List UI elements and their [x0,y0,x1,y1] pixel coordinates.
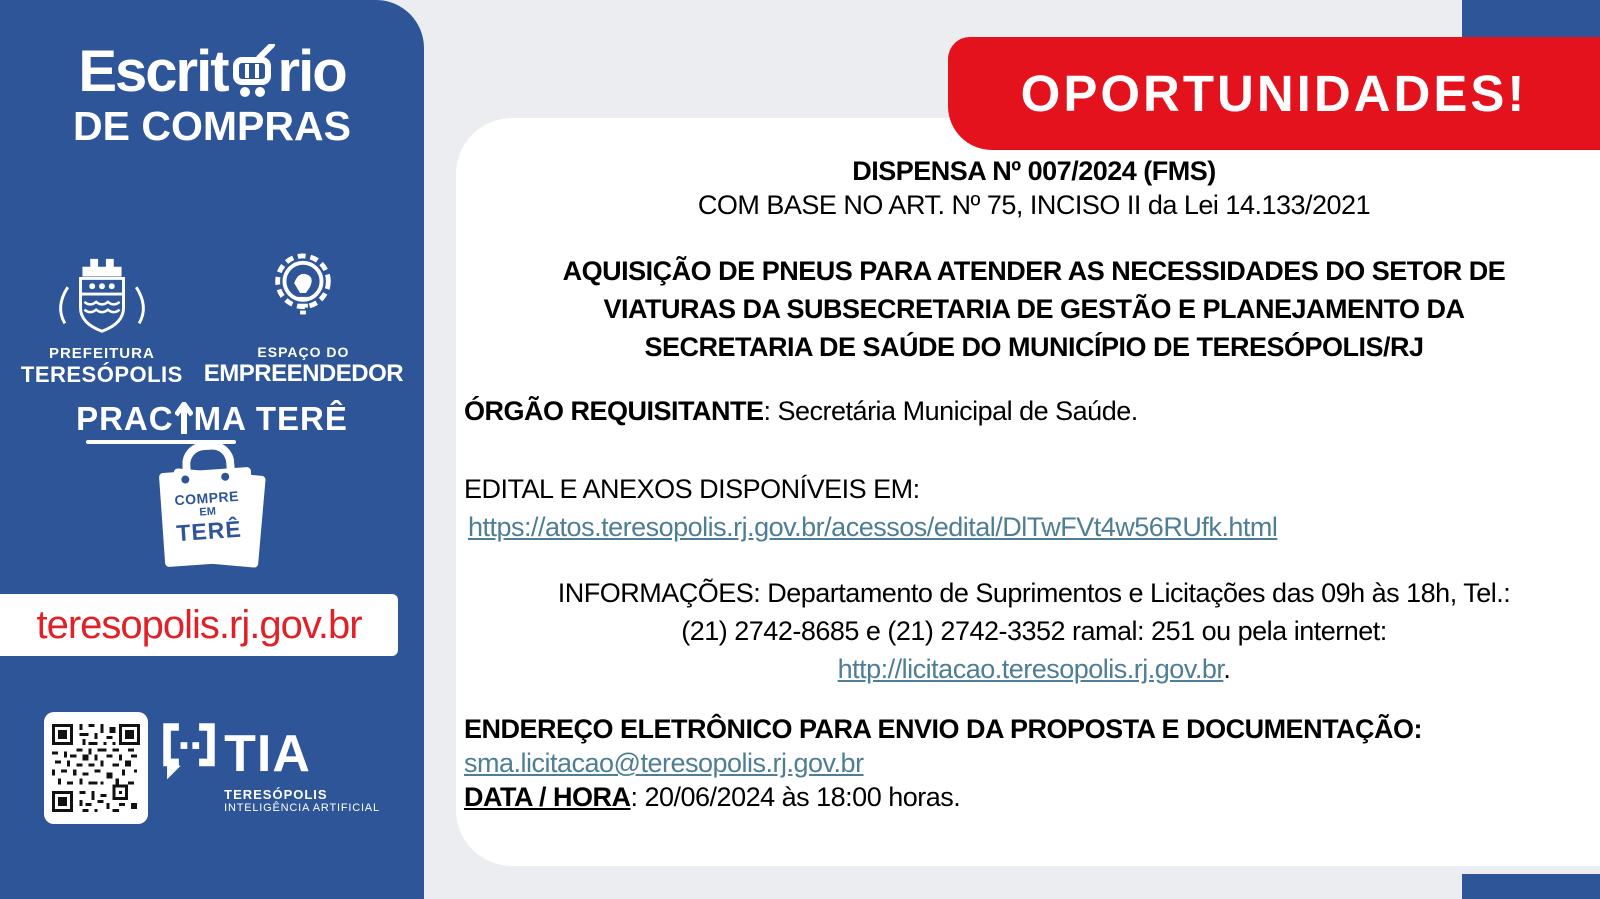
qr-code [44,712,148,824]
sidebar [0,0,424,899]
info-link-suffix: . [1223,654,1231,684]
pra-cima-tere-logo [0,400,424,438]
orgao-value: : Secretária Municipal de Saúde. [763,396,1138,426]
tia-sub-1: TERESÓPOLIS [224,786,328,802]
info-line-1: INFORMAÇÕES: Departamento de Suprimentos e Licitações das 09h às 18h, Tel.: [557,578,1511,608]
orgao-label: ÓRGÃO REQUISITANTE [464,396,764,426]
endereco-block [456,712,1600,814]
edital-label: EDITAL E ANEXOS DISPONÍVEIS EM: [464,474,920,504]
shopping-bag-icon [159,467,257,567]
empreendedor-caption-2: EMPREENDEDOR [203,360,404,387]
partner-logos-row [0,248,424,388]
tia-chat-face-icon [162,723,216,785]
dispensa-header [456,154,1600,222]
proposta-email-link[interactable]: sma.licitacao@teresopolis.rj.gov.br [464,748,864,778]
brand-text-2: rio [277,39,346,104]
datahora-value: : 20/06/2024 às 18:00 horas. [630,782,961,812]
info-line-2: (21) 2742-8685 e (21) 2742-3352 ramal: 251 ou pela internet: [681,616,1387,646]
empreendedor-caption-1: ESPAÇO DO [257,344,350,360]
object-paragraph [456,252,1600,366]
endereco-label: ENDEREÇO ELETRÔNICO PARA ENVIO DA PROPOSTA E DOCUMENTAÇÃO: [464,714,1423,744]
shopping-cart-icon [231,44,275,100]
escritorio-de-compras-logo [0,39,424,149]
website-banner [0,594,398,656]
website-url: teresopolis.rj.gov.br [36,602,362,647]
brand-compras: COMPRAS [141,103,351,149]
pracima-text-1: PRAC [76,400,174,437]
object-line-2: VIATURAS DA SUBSECRETARIA DE GESTÃO E PLANEJAMENTO DA [603,294,1465,324]
object-line-1: AQUISIÇÃO DE PNEUS PARA ATENDER AS NECESSIDADES DO SETOR DE [562,256,1506,286]
tia-logo [162,723,380,814]
espaco-do-empreendedor-logo [204,248,403,388]
oportunidades-text: OPORTUNIDADES! [1020,65,1528,122]
content-panel [456,118,1600,866]
tia-sub-2: INTELIGÊNCIA ARTIFICIAL [224,801,380,814]
up-arrow-icon [175,402,193,436]
edital-block [456,470,1600,546]
brand-subtitle [0,104,424,148]
prefeitura-caption-2: TERESÓPOLIS [20,362,183,387]
bag-text-2: EM [198,504,217,519]
tia-name: TIA [224,724,311,783]
brand-text-1: Escrit [78,39,228,104]
brand-de: DE [73,103,130,149]
compre-em-tere-logo [162,462,262,567]
datahora-label: DATA / HORA [464,782,631,812]
pracima-text-2: MA TERÊ [193,400,348,437]
oportunidades-banner [948,37,1600,150]
dispensa-title: DISPENSA Nº 007/2024 (FMS) [852,156,1216,186]
bag-text-3: TERÊ [175,515,243,546]
corner-accent-top [1462,0,1600,37]
bag-text-1: COMPRE [173,487,240,508]
info-line-3 [462,650,1600,688]
gear-lightbulb-icon [204,248,403,338]
object-line-3: SECRETARIA DE SAÚDE DO MUNICÍPIO DE TERESÓPOLIS/RJ [644,332,1424,362]
edital-link[interactable]: https://atos.teresopolis.rj.gov.br/acessos/edital/DlTwFVt4w56RUfk.html [468,512,1278,542]
qr-tia-row [0,712,424,824]
orgao-line [456,394,1600,428]
dispensa-subtitle: COM BASE NO ART. Nº 75, INCISO II da Lei 14.133/2021 [697,190,1371,220]
informacoes-block [456,574,1600,688]
datahora-line [464,780,1600,814]
brand-title [0,39,424,104]
corner-accent-bottom [1462,874,1600,899]
prefeitura-teresopolis-logo [21,253,183,388]
city-crest-icon [21,253,183,341]
prefeitura-caption-1: PREFEITURA [48,345,155,362]
licitacao-link[interactable]: http://licitacao.teresopolis.rj.gov.br [837,654,1224,684]
